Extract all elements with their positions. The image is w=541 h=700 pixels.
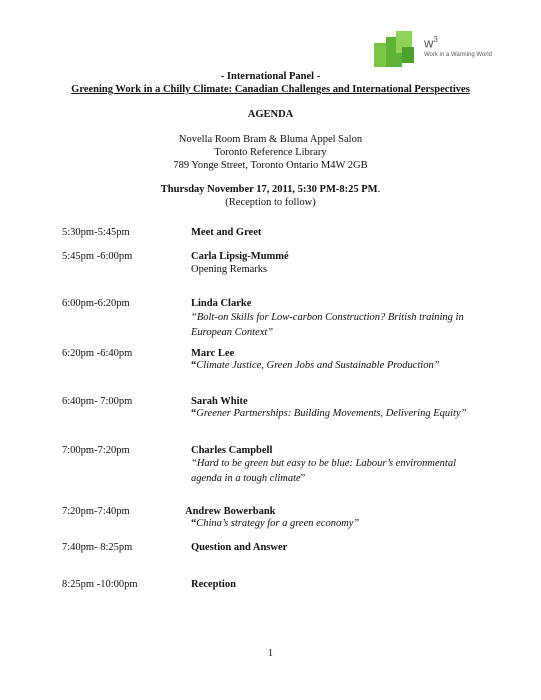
item-title: Reception [191, 579, 236, 590]
speaker-name: Charles Campbell [191, 445, 273, 456]
session-description: Opening Remarks [191, 264, 268, 275]
session-description: “Greener Partnerships: Building Movements, Delivering Equity” [191, 408, 467, 419]
panel-title: Greening Work in a Chilly Climate: Canadian Challenges and International Perspectives [71, 84, 470, 95]
logo-tagline: Work in a Warming World [424, 52, 492, 58]
venue-room: Novella Room Bram & Bluma Appel Salon [178, 134, 363, 145]
time-slot: 6:00pm-6:20pm [62, 298, 130, 309]
session-description: “Hard to be green but easy to be blue: Labour’s environmental agenda in a tough climate” [191, 458, 456, 484]
speaker-name: Sarah White [191, 396, 248, 407]
w3-logo [374, 29, 534, 71]
session-description: “Bolt-on Skills for Low-carbon Construction? British training in European Context” [191, 312, 464, 338]
time-slot: 7:00pm-7:20pm [62, 445, 130, 456]
reception-note: (Reception to follow) [225, 197, 316, 208]
item-title: Question and Answer [191, 542, 288, 553]
session-description: “Climate Justice, Green Jobs and Sustainable Production” [191, 360, 440, 371]
time-slot: 7:40pm- 8:25pm [62, 542, 133, 553]
venue-library: Toronto Reference Library [214, 147, 327, 158]
agenda-heading: AGENDA [247, 109, 294, 120]
page-number: 1 [267, 648, 274, 659]
speaker-name: Marc Lee [191, 348, 235, 359]
event-date: Thursday November 17, 2011, 5:30 PM-8:25 PM. [160, 184, 381, 195]
logo-square-4 [402, 47, 414, 63]
time-slot: 6:40pm- 7:00pm [62, 396, 133, 407]
item-title: Meet and Greet [191, 227, 262, 238]
time-slot: 7:20pm-7:40pm [62, 506, 130, 517]
venue-address: 789 Yonge Street, Toronto Ontario M4W 2GB [173, 160, 368, 171]
speaker-name: Linda Clarke [191, 298, 252, 309]
speaker-name: Carla Lipsig-Mummé [191, 251, 289, 262]
time-slot: 5:30pm-5:45pm [62, 227, 130, 238]
time-slot: 8:25pm -10:00pm [62, 579, 138, 590]
logo-wordmark: $w^3$ [424, 35, 438, 51]
time-slot: 6:20pm -6:40pm [62, 348, 133, 359]
session-description: “China’s strategy for a green economy” [191, 518, 360, 529]
time-slot: 5:45pm -6:00pm [62, 251, 133, 262]
speaker-name: Andrew Bowerbank [185, 506, 276, 517]
panel-label: - International Panel - [220, 71, 321, 82]
